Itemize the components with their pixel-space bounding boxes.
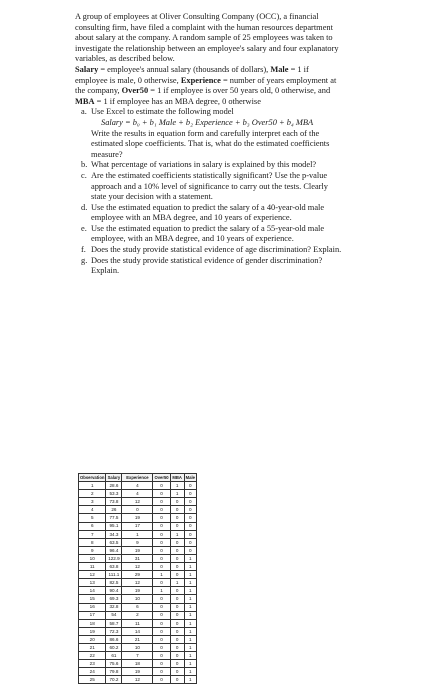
table-cell: 12 (122, 676, 153, 684)
table-cell: 23 (79, 660, 106, 668)
table-cell: 10 (122, 643, 153, 651)
question-c (75, 171, 343, 203)
male-def: = 1 if employee is male, 0 otherwise, (75, 64, 309, 85)
table-cell: 69.3 (106, 595, 122, 603)
table-cell: 86.6 (106, 635, 122, 643)
table-cell: 1 (184, 603, 196, 611)
table-cell: 0 (153, 595, 170, 603)
table-cell: 77.5 (106, 514, 122, 522)
table-cell: 10 (79, 554, 106, 562)
table-cell: 29 (122, 571, 153, 579)
question-text: Use the estimated equation to predict the salary of a 55-year-old male employee, with an MBA degree, and 10 years of experience. (91, 223, 325, 244)
table-row (79, 554, 197, 562)
table-cell: 0 (184, 538, 196, 546)
table-cell: 0 (153, 579, 170, 587)
table-cell: 1 (184, 571, 196, 579)
table-cell: 1 (184, 595, 196, 603)
table-cell: 90.4 (106, 587, 122, 595)
table-cell: 0 (122, 506, 153, 514)
table-cell: 5 (79, 514, 106, 522)
table-cell: 0 (153, 627, 170, 635)
table-cell: 19 (122, 546, 153, 554)
table-row (79, 595, 197, 603)
table-cell: 60.2 (106, 643, 122, 651)
table-row (79, 635, 197, 643)
salary-def: = employee's annual salary (thousands of dollars), (98, 64, 271, 74)
table-cell: 73.8 (106, 498, 122, 506)
table-cell: 1 (184, 579, 196, 587)
table-cell: 0 (184, 490, 196, 498)
table-cell: 2 (79, 490, 106, 498)
column-header: MBA (170, 474, 184, 482)
table-cell: 1 (184, 619, 196, 627)
table-cell: 58.7 (106, 619, 122, 627)
table-cell: 0 (170, 522, 184, 530)
table-cell: 95.1 (106, 522, 122, 530)
table-cell: 26 (106, 506, 122, 514)
table-cell: 0 (153, 563, 170, 571)
table-cell: 0 (170, 611, 184, 619)
question-marker: b. (81, 160, 88, 170)
table-cell: 0 (184, 522, 196, 530)
table-cell: 10 (122, 595, 153, 603)
table-cell: 18 (122, 660, 153, 668)
table-cell: 0 (170, 538, 184, 546)
question-marker: a. (81, 107, 87, 117)
table-cell: 18 (79, 619, 106, 627)
question-text: Use Excel to estimate the following model (91, 107, 234, 117)
table-cell: 0 (153, 490, 170, 498)
column-header: Salary (107, 474, 121, 480)
table-row (79, 490, 197, 498)
table-cell: 1 (184, 676, 196, 684)
table-cell: 70.2 (106, 676, 122, 684)
table-cell: 7 (122, 652, 153, 660)
table-cell: 0 (170, 571, 184, 579)
experience-term: Experience (180, 75, 221, 85)
table-cell: 24 (79, 668, 106, 676)
table-row (79, 506, 197, 514)
table-cell: 0 (153, 514, 170, 522)
table-cell: 75.6 (106, 660, 122, 668)
table-cell: 9 (79, 546, 106, 554)
table-cell: 28.6 (106, 482, 122, 490)
table-cell: 1 (184, 660, 196, 668)
table-cell: 19 (122, 514, 153, 522)
table-row (79, 579, 197, 587)
table-row (79, 676, 197, 684)
table-cell: 0 (153, 538, 170, 546)
table-row (79, 482, 197, 490)
question-e (75, 224, 343, 245)
table-cell: 0 (184, 546, 196, 554)
table-cell: 0 (184, 498, 196, 506)
table-cell: 0 (170, 619, 184, 627)
table-cell: 0 (170, 660, 184, 668)
variable-definitions (75, 65, 343, 107)
table-cell: 1 (153, 587, 170, 595)
table-row (79, 643, 197, 651)
table-row (79, 627, 197, 635)
table-cell: 0 (153, 554, 170, 562)
table-row (79, 498, 197, 506)
table-cell: 1 (184, 587, 196, 595)
table-cell: 19 (79, 627, 106, 635)
table-cell: 19 (122, 587, 153, 595)
table-row (79, 587, 197, 595)
table-cell: 0 (153, 482, 170, 490)
table-cell: 0 (153, 660, 170, 668)
table-cell: 1 (170, 530, 184, 538)
table-row (79, 660, 197, 668)
table-cell: 0 (153, 546, 170, 554)
column-header: Observation (80, 474, 105, 480)
column-header: Over50 (154, 474, 169, 480)
table-cell: 21 (122, 635, 153, 643)
table-cell: 6 (79, 522, 106, 530)
table-cell: 0 (153, 603, 170, 611)
table-cell: 0 (170, 668, 184, 676)
table-cell: 21 (79, 643, 106, 651)
table-cell: 1 (122, 530, 153, 538)
table-cell: 61 (106, 652, 122, 660)
table-cell: 0 (153, 652, 170, 660)
table-cell: 0 (170, 498, 184, 506)
table-cell: 0 (153, 619, 170, 627)
table-row (79, 619, 197, 627)
table-cell: 1 (170, 482, 184, 490)
table-cell: 3 (79, 498, 106, 506)
table-cell: 19 (122, 668, 153, 676)
table-cell: 72.3 (106, 627, 122, 635)
table-cell: 0 (170, 635, 184, 643)
question-list (75, 107, 343, 277)
table-cell: 0 (153, 676, 170, 684)
table-cell: 12 (122, 498, 153, 506)
question-f (75, 245, 343, 256)
table-cell: 0 (170, 676, 184, 684)
table-cell: 0 (153, 530, 170, 538)
column-header: Experience (122, 474, 153, 482)
table-cell: 0 (184, 514, 196, 522)
table-row (79, 530, 197, 538)
table-cell: 1 (184, 652, 196, 660)
table-cell: 12 (79, 571, 106, 579)
table-cell: 0 (153, 643, 170, 651)
table-cell: 14 (122, 627, 153, 635)
table-cell: 0 (170, 627, 184, 635)
table-cell: 1 (79, 482, 106, 490)
table-cell: 9 (122, 538, 153, 546)
over50-term: Over50 (121, 86, 149, 96)
table-cell: 11 (79, 563, 106, 571)
table-cell: 0 (184, 482, 196, 490)
column-header: Male (185, 474, 195, 480)
table-cell: 1 (184, 563, 196, 571)
table-cell: 111.1 (106, 571, 122, 579)
table-cell: 14 (79, 587, 106, 595)
table-cell: 1 (170, 490, 184, 498)
model-instruction: Write the results in equation form and carefully interpret each of the estimated slope coefficients. That is, what do the estimated coefficients measure? (91, 128, 330, 159)
employee-data-table (78, 473, 197, 684)
table-cell: 4 (122, 482, 153, 490)
table-cell: 1 (184, 554, 196, 562)
table-cell: 63.5 (106, 538, 122, 546)
question-text: Does the study provide statistical evidence of gender discrimination? Explain. (91, 255, 323, 276)
question-marker: e. (81, 223, 87, 233)
table-row (79, 563, 197, 571)
mba-term: MBA (75, 96, 95, 106)
table-cell: 17 (79, 611, 106, 619)
question-text: Are the estimated coefficients statistically significant? Use the p-value approach and a 10% level of significance to carry out the tests. Clearly state your decision with a statement. (91, 170, 328, 202)
question-text: Use the estimated equation to predict the salary of a 40-year-old male employee with an MBA degree, and 10 years of experience. (91, 202, 325, 223)
table-cell: 0 (170, 652, 184, 660)
table-cell: 20 (79, 635, 106, 643)
table-cell: 11 (122, 619, 153, 627)
intro-paragraph: A group of employees at Oliver Consulting Company (OCC), a financial consulting firm, have filed a complaint with the human resources department about salary at the company. A random sample of 25 employees was taken to investigate the relationship between an employee's salary and four explanatory variables, as described below. (75, 12, 339, 64)
table-cell: 0 (153, 506, 170, 514)
table-cell: 6 (122, 603, 153, 611)
table-cell: 122.9 (106, 554, 122, 562)
table-cell: 2 (122, 611, 153, 619)
table-cell: 0 (184, 530, 196, 538)
table-cell: 0 (170, 587, 184, 595)
table-row (79, 522, 197, 530)
table-cell: 0 (153, 611, 170, 619)
table-cell: 1 (184, 635, 196, 643)
table-cell: 0 (153, 635, 170, 643)
table-cell: 82.5 (106, 579, 122, 587)
question-b (75, 160, 343, 171)
table-cell: 0 (170, 563, 184, 571)
table-row (79, 546, 197, 554)
question-marker: c. (81, 170, 87, 180)
question-text: Does the study provide statistical evidence of age discrimination? Explain. (91, 245, 342, 255)
table-row (79, 668, 197, 676)
table-cell: 0 (153, 522, 170, 530)
table-cell: 34.3 (106, 530, 122, 538)
table-row (79, 538, 197, 546)
table-cell: 0 (170, 595, 184, 603)
question-a (75, 107, 343, 160)
question-marker: d. (81, 202, 88, 212)
table-cell: 15 (79, 595, 106, 603)
male-term: Male (270, 64, 289, 74)
experience-def: = number of years employment at the company, (75, 75, 337, 96)
table-cell: 25 (79, 676, 106, 684)
question-marker: f. (81, 245, 86, 255)
table-cell: 8 (79, 538, 106, 546)
table-cell: 1 (184, 627, 196, 635)
table-cell: 53.3 (106, 490, 122, 498)
table-row (79, 514, 197, 522)
table-cell: 0 (170, 514, 184, 522)
table-cell: 0 (170, 603, 184, 611)
table-cell: 12 (122, 563, 153, 571)
table-cell: 0 (170, 546, 184, 554)
question-marker: g. (81, 255, 88, 265)
table-row (79, 652, 197, 660)
table-cell: 79.8 (106, 668, 122, 676)
table-row (79, 571, 197, 579)
table-cell: 0 (153, 668, 170, 676)
table-cell: 1 (153, 571, 170, 579)
table-cell: 1 (184, 611, 196, 619)
question-text: What percentage of variations in salary is explained by this model? (91, 160, 317, 170)
table-cell: 1 (170, 579, 184, 587)
table-row (79, 611, 197, 619)
table-body (79, 482, 197, 684)
table-cell: 31 (122, 554, 153, 562)
table-cell: 0 (153, 498, 170, 506)
over50-def: = 1 if employee is over 50 years old, 0 otherwise, and (148, 86, 331, 96)
table-cell: 0 (184, 506, 196, 514)
table-cell: 22 (79, 652, 106, 660)
table-cell: 13 (79, 579, 106, 587)
table-cell: 17 (122, 522, 153, 530)
table-cell: 4 (122, 490, 153, 498)
table-cell: 7 (79, 530, 106, 538)
table-cell: 0 (170, 643, 184, 651)
table-cell: 63.8 (106, 563, 122, 571)
salary-term: Salary (75, 64, 99, 74)
table-cell: 16 (79, 603, 106, 611)
table-cell: 1 (184, 643, 196, 651)
question-d (75, 203, 343, 224)
table-header-row (79, 474, 197, 482)
table-cell: 0 (170, 506, 184, 514)
table-cell: 0 (170, 554, 184, 562)
problem-statement (75, 12, 343, 277)
table-cell: 96.4 (106, 546, 122, 554)
table-cell: 4 (79, 506, 106, 514)
table-cell: 1 (184, 668, 196, 676)
model-equation: Salary = b₀ + b₁ Male + b₂ Experience + b₃ Over50 + b₄ MBA (101, 117, 314, 127)
table-cell: 12 (122, 579, 153, 587)
table-cell: 54 (106, 611, 122, 619)
table-row (79, 603, 197, 611)
question-g (75, 256, 343, 277)
mba-def: = 1 if employee has an MBA degree, 0 otherwise (94, 96, 261, 106)
table-cell: 32.8 (106, 603, 122, 611)
